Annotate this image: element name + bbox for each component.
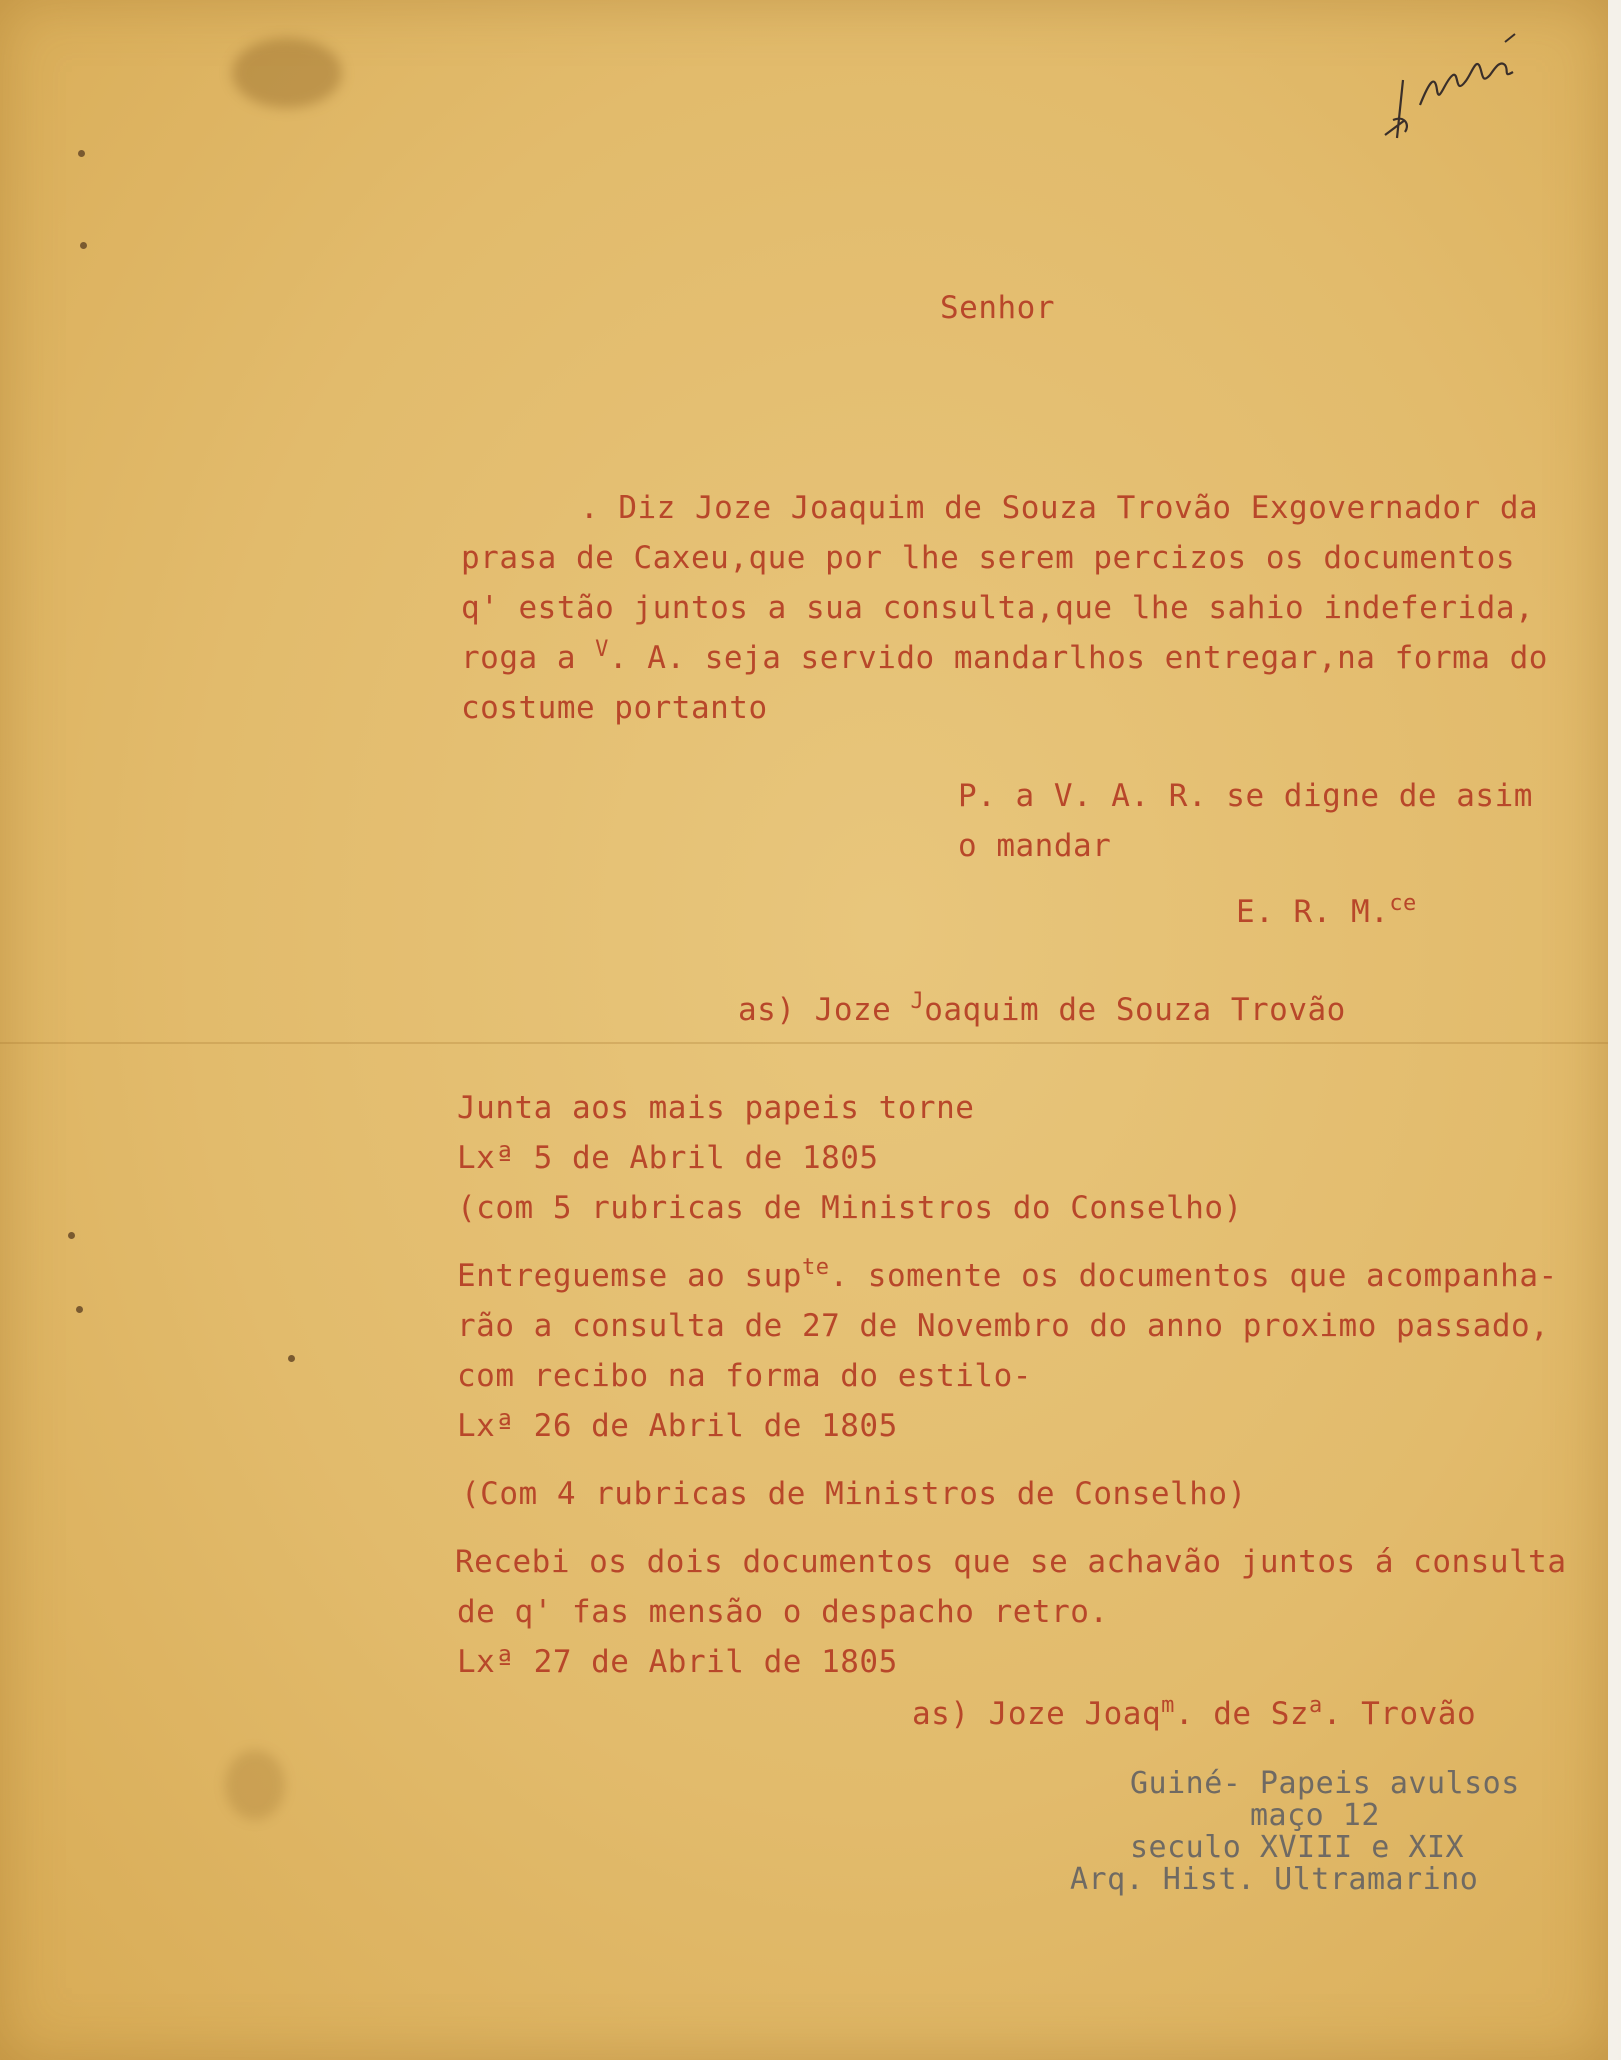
despacho-line: rão a consulta de 27 de Novembro do anno proximo passado, [457, 1308, 1550, 1344]
despacho-line: Entreguemse ao sup$^{te}$. somente os documentos que acompanha- [457, 1255, 1558, 1294]
despacho-line: Lxª 26 de Abril de 1805 [457, 1408, 898, 1444]
signature-typed: as) Joze Joaq$^m$. de Sz$^a$. Trovão [912, 1693, 1477, 1732]
pin-hole [76, 1306, 83, 1313]
pin-hole [288, 1355, 295, 1362]
pin-hole [80, 242, 87, 249]
pin-hole [68, 1232, 75, 1239]
petition-line: . Diz Joze Joaquim de Souza Trovão Exgovernador da [580, 490, 1539, 526]
recibo-line: de q' fas mensão o despacho retro. [457, 1594, 1109, 1630]
scan-edge [1608, 0, 1621, 2060]
stain [225, 1750, 285, 1820]
despacho-line: (com 5 rubricas de Ministros do Conselho) [457, 1190, 1243, 1226]
erm-abbreviation: E. R. M.$^{ce}$ [1236, 891, 1417, 930]
petition-line: prasa de Caxeu,que por lhe serem percizos os documentos [461, 540, 1515, 576]
petition-line: roga a $^V$. A. seja servido mandarlhos entregar,na forma do [461, 637, 1548, 676]
petition-line: q' estão juntos a sua consulta,que lhe sahio indeferida, [461, 590, 1535, 626]
closing-line: P. a V. A. R. se digne de asim [958, 778, 1533, 814]
signature-typed: as) Joze $^J$oaquim de Souza Trovão [738, 989, 1346, 1028]
despacho-line: (Com 4 rubricas de Ministros de Conselho) [461, 1476, 1247, 1512]
closing-line: o mandar [958, 828, 1112, 864]
archive-note-line: Guiné- Papeis avulsos [1130, 1766, 1520, 1801]
archive-note-line: Arq. Hist. Ultramarino [1070, 1862, 1479, 1897]
stain [232, 38, 342, 108]
recibo-line: Lxª 27 de Abril de 1805 [457, 1644, 898, 1680]
salutation: Senhor [940, 290, 1055, 326]
archive-note-line: seculo XVIII e XIX [1130, 1830, 1465, 1865]
recibo-line: Recebi os dois documentos que se achavão juntos á consulta [455, 1544, 1567, 1580]
archive-note-line: maço 12 [1250, 1798, 1380, 1833]
petition-line: costume portanto [461, 690, 768, 726]
despacho-line: com recibo na forma do estilo- [457, 1358, 1032, 1394]
pin-hole [78, 150, 85, 157]
despacho-line: Junta aos mais papeis torne [457, 1090, 975, 1126]
handwritten-initials [1375, 20, 1535, 150]
despacho-line: Lxª 5 de Abril de 1805 [457, 1140, 879, 1176]
fold-line [0, 1042, 1608, 1044]
